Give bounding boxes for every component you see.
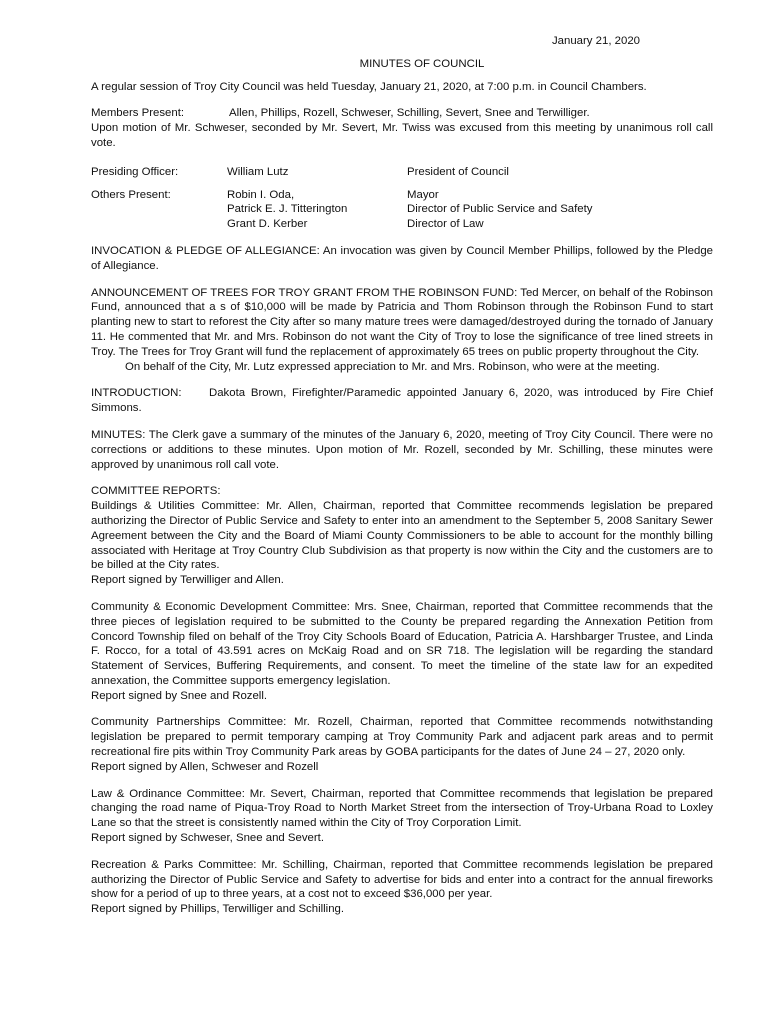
presiding-title: President of Council <box>407 165 509 178</box>
trees-announcement: ANNOUNCEMENT OF TREES FOR TROY GRANT FROM THE ROBINSON FUND: Ted Mercer, on behalf of the Robinson Fund, announced that a s of $10,000 will be made by Patricia and Thom Robinson through the Robinson Fund to start planting new to start to reforest the City after so many mature trees were damaged/destroyed during the tornado of January 11. He commented that Mr. and Mrs. Robinson do not want the City of Troy to lose the significance of tree lined streets in Troy. The Trees for Troy Grant will fund the replacement of approximately 65 trees on public property throughout the City. <box>91 286 713 358</box>
community-econ-report: Community & Economic Development Committee: Mrs. Snee, Chairman, reported that Committee recommends that the three pieces of legislation required to be submitted to the County be prepared regarding the Annexation Petition from Concord Township filed on behalf of the Troy City Schools Board of Education, Patricia A. Harshbarger Trustee, and Linda F. Rocco, for a total of 43.591 acres on McKaig Road and on SR 718. The legislation will be regarding the standard Statement of Services, Buffering Requirements, and consent. To meet the timeline of the state law for an expedited annexation, the Committee supports emergency legislation. <box>91 600 713 687</box>
officers-table <box>91 165 713 232</box>
excused-note: Upon motion of Mr. Schweser, seconded by Mr. Severt, Mr. Twiss was excused from this meeting by unanimous roll call vote. <box>91 122 713 149</box>
introduction-text: Dakota Brown, Firefighter/Paramedic appointed January 6, 2020, was introduced by Fire Chief Simmons. <box>91 387 713 415</box>
others-titles <box>407 188 713 232</box>
introduction-label: INTRODUCTION: <box>91 387 182 400</box>
others-name: Robin I. Oda, <box>227 188 295 201</box>
buildings-report: Buildings & Utilities Committee: Mr. Allen, Chairman, reported that Committee recommends legislation be prepared authorizing the Director of Public Service and Safety to enter into an amendment to the September 5, 2008 Sanitary Sewer Agreement between the City and the Board of Miami County Commissioners to be able to account for the monthly billing associated with Heritage at Troy Country Club Subdivision as that property is now within the City and the customers are to be billed at the City rates. <box>91 500 713 572</box>
others-names <box>227 188 407 232</box>
partnerships-report: Community Partnerships Committee: Mr. Rozell, Chairman, reported that Committee recommends notwithstanding legislation be prepared to permit temporary camping at Troy Community Park and adjacent park areas and to permit recreational fire pits within Troy Community Park areas by GOBA participants for the dates of June 24 – 27, 2020 only. <box>91 716 713 759</box>
members-label: Members Present: <box>91 107 185 120</box>
others-label: Others Present: <box>91 188 171 201</box>
community-econ-signed: Report signed by Snee and Rozell. <box>91 689 268 702</box>
minutes-paragraph: MINUTES: The Clerk gave a summary of the minutes of the January 6, 2020, meeting of Troy City Council. There were no corrections or additions to these minutes. Upon motion of Mr. Rozell, seconded by Mr. Schilling, these minutes were approved by unanimous roll call vote. <box>91 428 713 471</box>
others-title: Mayor <box>407 188 439 201</box>
law-signed: Report signed by Schweser, Snee and Severt. <box>91 832 325 845</box>
others-title: Director of Law <box>407 218 484 231</box>
committee-heading: COMMITTEE REPORTS: <box>91 485 221 498</box>
session-intro: A regular session of Troy City Council was held Tuesday, January 21, 2020, at 7:00 p.m. in Council Chambers. <box>91 80 647 93</box>
others-title: Director of Public Service and Safety <box>407 203 593 216</box>
presiding-label: Presiding Officer: <box>91 165 179 178</box>
minutes-document <box>91 34 713 917</box>
others-name: Patrick E. J. Titterington <box>227 203 348 216</box>
members-list: Allen, Phillips, Rozell, Schweser, Schilling, Severt, Snee and Terwilliger. <box>229 107 590 120</box>
presiding-name: William Lutz <box>227 165 289 178</box>
recreation-report: Recreation & Parks Committee: Mr. Schilling, Chairman, reported that Committee recommends legislation be prepared authorizing the Director of Public Service and Safety to advertise for bids and enter into a contract for the annual fireworks show for a period of up to three years, at a cost not to exceed $36,000 per year. <box>91 858 713 901</box>
partnerships-signed: Report signed by Allen, Schweser and Rozell <box>91 760 319 773</box>
others-name: Grant D. Kerber <box>227 218 308 231</box>
buildings-signed: Report signed by Terwilliger and Allen. <box>91 574 284 587</box>
members-section <box>91 106 713 150</box>
document-title: MINUTES OF COUNCIL <box>359 57 485 70</box>
meeting-date: January 21, 2020 <box>551 35 640 47</box>
recreation-signed: Report signed by Phillips, Terwilliger and Schilling. <box>91 903 345 916</box>
introduction-paragraph <box>91 386 713 416</box>
trees-appreciation: On behalf of the City, Mr. Lutz expressed appreciation to Mr. and Mrs. Robinson, who were at the meeting. <box>125 360 660 373</box>
invocation-paragraph: INVOCATION & PLEDGE OF ALLEGIANCE: An invocation was given by Council Member Phillips, followed by the Pledge of Allegiance. <box>91 244 713 272</box>
law-report: Law & Ordinance Committee: Mr. Severt, Chairman, reported that Committee recommends that legislation be prepared changing the road name of Piqua-Troy Road to North Market Street from the intersection of Troy-Urbana Road to Loxley Lane so that the street is consistently named within the City of Troy Corporation Limit. <box>91 787 713 830</box>
